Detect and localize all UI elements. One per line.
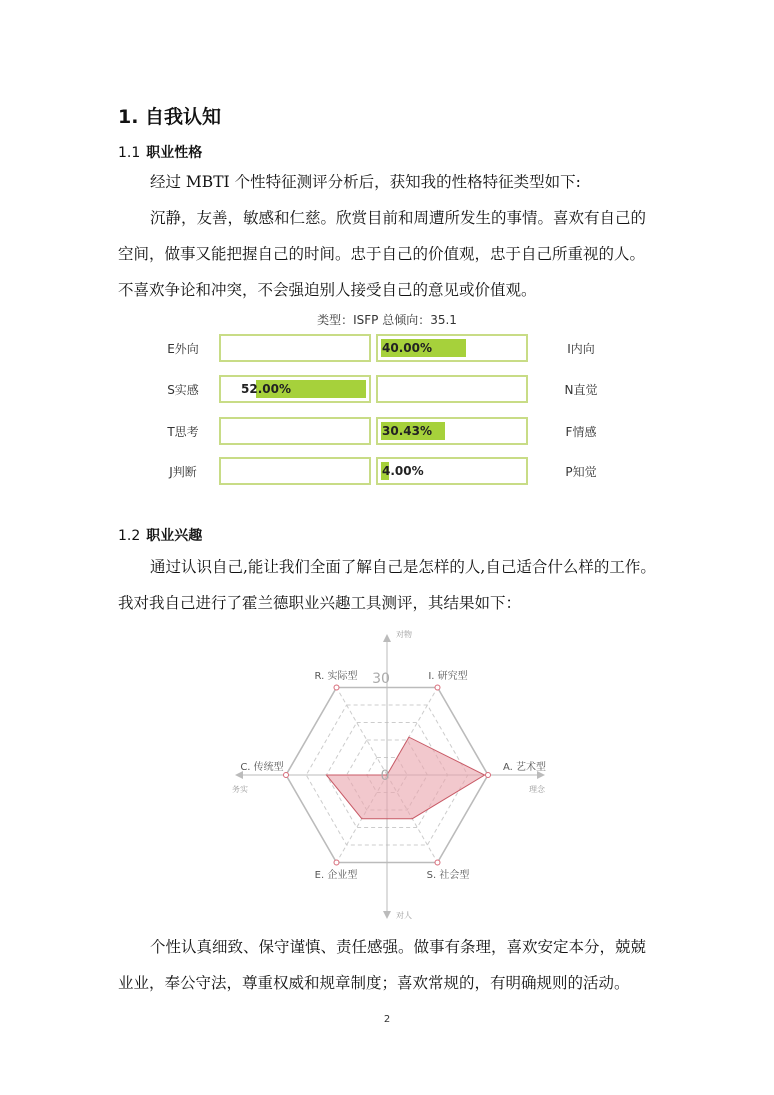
mbti-left-label: S实感 (167, 383, 199, 397)
conventional-traits-text: 个性认真细致、保守谨慎、责任感强。做事有条理，喜欢安定本分，兢兢业业，奉公守法，尊重权威和规章制度；喜欢常规的，有明确规则的活动。 (118, 938, 647, 992)
radar-quadrant-label: 对物 (396, 630, 412, 639)
mbti-bar-value: 52.00% (241, 382, 291, 396)
mbti-left-label: T思考 (167, 425, 199, 439)
radar-axis-label: C. 传统型 (240, 762, 284, 773)
radar-vertex-marker (486, 773, 491, 778)
radar-quadrant-label: 理念 (529, 785, 545, 794)
radar-tick-label: 30 (372, 671, 390, 687)
arrow-down-icon (383, 911, 391, 919)
personality-description: 沉静，友善，敏感和仁慈。欣赏目前和周遭所发生的事情。喜欢有自己的空间，做事又能把握自己的时间。忠于自己的价值观，忠于自己所重视的人。不喜欢争论和冲突，不会强迫别人接受自己的意见或价值观。 (118, 209, 647, 299)
mbti-chart-title: 类型：ISFP 总倾向：35.1 (317, 313, 457, 327)
section-1-2-number: 1.2 (118, 528, 141, 544)
radar-quadrant-label: 务实 (232, 785, 248, 794)
heading-self-awareness: 1. 自我认知 (118, 106, 222, 128)
mbti-right-label: P知觉 (565, 465, 597, 479)
mbti-bar-value: 30.43% (382, 424, 432, 438)
mbti-left-label: E外向 (167, 342, 199, 356)
mbti-right-label: I内向 (567, 342, 595, 356)
radar-axis-label: A. 艺术型 (503, 762, 547, 773)
page-number: 2 (383, 1014, 391, 1025)
radar-tick-label: 0 (380, 768, 390, 784)
radar-vertex-marker (435, 860, 440, 865)
radar-spoke (337, 688, 388, 775)
radar-quadrant-label: 对人 (396, 911, 412, 920)
radar-vertex-marker (334, 860, 339, 865)
radar-axis-label: R. 实际型 (314, 671, 358, 682)
paragraph-conventional-traits (118, 929, 660, 1001)
radar-vertex-marker (284, 773, 289, 778)
mbti-left-label: J判断 (169, 465, 197, 479)
holland-intro-text: 通过认识自己,能让我们全面了解自己是怎样的人,自己适合什么样的工作。我对我自己进行了霍兰德职业兴趣工具测评，其结果如下： (118, 558, 656, 612)
radar-data-polygon (326, 737, 484, 819)
mbti-right-label: F情感 (565, 425, 597, 439)
mbti-bar-value: 4.00% (382, 464, 424, 478)
mbti-right-label: N直觉 (564, 383, 598, 397)
section-1-1-number: 1.1 (118, 145, 141, 161)
mbti-intro-text: 经过 MBTI 个性特征测评分析后，获知我的性格特征类型如下: (150, 173, 581, 191)
radar-axis-label: I. 研究型 (428, 671, 468, 682)
section-1-2-title: 职业兴趣 (146, 528, 203, 544)
radar-axis-label: E. 企业型 (314, 870, 358, 881)
section-1-1-title: 职业性格 (146, 145, 203, 161)
mbti-bar-value: 40.00% (382, 341, 432, 355)
radar-axis-label: S. 社会型 (426, 870, 470, 881)
radar-vertex-marker (334, 685, 339, 690)
radar-vertex-marker (435, 685, 440, 690)
arrow-up-icon (383, 634, 391, 642)
